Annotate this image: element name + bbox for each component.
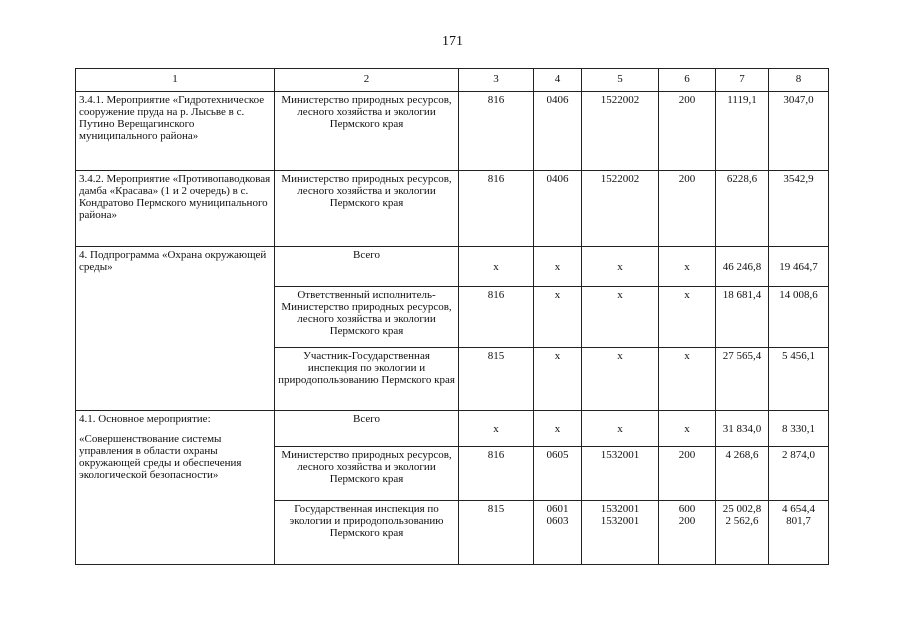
table-cell: 3047,0 bbox=[769, 92, 829, 171]
table-cell: 815 bbox=[459, 348, 534, 411]
table-cell: 18 681,4 bbox=[716, 287, 769, 348]
table-cell: 8 330,1 bbox=[769, 411, 829, 447]
cell-line: 0601 bbox=[546, 503, 569, 515]
cell-line: 200 bbox=[678, 515, 696, 527]
cell-line: 4 654,4 bbox=[782, 503, 815, 515]
column-header: 3 bbox=[459, 69, 534, 92]
table-cell: 816 bbox=[459, 92, 534, 171]
table-cell: 1119,1 bbox=[716, 92, 769, 171]
header-row bbox=[76, 69, 829, 92]
table-cell: x bbox=[459, 247, 534, 287]
organization-cell: Ответственный исполнитель-Министерство природных ресурсов, лесного хозяйства и экологии Пермского края bbox=[275, 287, 459, 348]
column-header: 4 bbox=[534, 69, 582, 92]
organization-cell: Министерство природных ресурсов, лесного хозяйства и экологии Пермского края bbox=[275, 92, 459, 171]
table-cell bbox=[582, 501, 659, 565]
table-cell: x bbox=[534, 348, 582, 411]
table-cell: x bbox=[659, 411, 716, 447]
table-cell: 31 834,0 bbox=[716, 411, 769, 447]
table-cell: 14 008,6 bbox=[769, 287, 829, 348]
budget-table bbox=[75, 68, 829, 565]
table-row bbox=[76, 411, 829, 447]
table-cell: 816 bbox=[459, 447, 534, 501]
table-row bbox=[76, 247, 829, 287]
table-cell: x bbox=[582, 411, 659, 447]
table-cell bbox=[716, 501, 769, 565]
table-cell: 200 bbox=[659, 171, 716, 247]
organization-cell: Всего bbox=[275, 411, 459, 447]
organization-cell: Министерство природных ресурсов, лесного хозяйства и экологии Пермского края bbox=[275, 447, 459, 501]
table-row bbox=[76, 171, 829, 247]
table-cell: x bbox=[659, 287, 716, 348]
activity-name-cell: 3.4.1. Мероприятие «Гидротехническое сооружение пруда на р. Лысьве в с. Путино Верещагинского муниципального района» bbox=[76, 92, 275, 171]
table-cell: 3542,9 bbox=[769, 171, 829, 247]
table-cell: x bbox=[534, 287, 582, 348]
table-cell: x bbox=[534, 247, 582, 287]
table-cell: x bbox=[459, 411, 534, 447]
table-row bbox=[76, 92, 829, 171]
table-cell: 0406 bbox=[534, 171, 582, 247]
cell-line: 25 002,8 bbox=[722, 503, 762, 515]
table-cell bbox=[534, 501, 582, 565]
table-cell: 200 bbox=[659, 92, 716, 171]
spacer bbox=[79, 425, 271, 433]
organization-cell: Всего bbox=[275, 247, 459, 287]
subprogram-name-cell: 4. Подпрограмма «Охрана окружающей среды» bbox=[76, 247, 275, 411]
main-activity-description: «Совершенствование системы управления в области охраны окружающей среды и обеспечения экологической безопасности» bbox=[79, 433, 242, 481]
cell-line: 801,7 bbox=[786, 515, 811, 527]
table-cell: x bbox=[659, 348, 716, 411]
table-cell: 0605 bbox=[534, 447, 582, 501]
cell-line: 1532001 bbox=[600, 503, 640, 515]
table-cell: 816 bbox=[459, 171, 534, 247]
table-cell: 1522002 bbox=[582, 171, 659, 247]
column-header: 5 bbox=[582, 69, 659, 92]
cell-line: 600 bbox=[678, 503, 696, 515]
column-header: 6 bbox=[659, 69, 716, 92]
table-cell: 200 bbox=[659, 447, 716, 501]
table-cell: 46 246,8 bbox=[716, 247, 769, 287]
table-cell: 815 bbox=[459, 501, 534, 565]
table-cell: 0406 bbox=[534, 92, 582, 171]
activity-name-cell: 3.4.2. Мероприятие «Противопаводковая дамба «Красава» (1 и 2 очередь) в с. Кондратово Пермского муниципального района» bbox=[76, 171, 275, 247]
table-cell: x bbox=[534, 411, 582, 447]
table-cell: 5 456,1 bbox=[769, 348, 829, 411]
table-cell: x bbox=[582, 348, 659, 411]
column-header: 7 bbox=[716, 69, 769, 92]
column-header: 2 bbox=[275, 69, 459, 92]
table-cell: 6228,6 bbox=[716, 171, 769, 247]
page-number: 171 bbox=[442, 34, 463, 49]
table-cell bbox=[659, 501, 716, 565]
table-cell: 4 268,6 bbox=[716, 447, 769, 501]
table-cell: x bbox=[659, 247, 716, 287]
table-cell: 27 565,4 bbox=[716, 348, 769, 411]
main-activity-title: 4.1. Основное мероприятие: bbox=[79, 413, 211, 425]
column-header: 1 bbox=[76, 69, 275, 92]
organization-cell: Министерство природных ресурсов, лесного хозяйства и экологии Пермского края bbox=[275, 171, 459, 247]
table-cell: 1532001 bbox=[582, 447, 659, 501]
table-cell: 19 464,7 bbox=[769, 247, 829, 287]
table-cell: x bbox=[582, 287, 659, 348]
table-cell: 2 874,0 bbox=[769, 447, 829, 501]
main-activity-name-cell bbox=[76, 411, 275, 565]
table-cell: x bbox=[582, 247, 659, 287]
organization-cell: Государственная инспекция по экологии и природопользованию Пермского края bbox=[275, 501, 459, 565]
column-header: 8 bbox=[769, 69, 829, 92]
organization-cell: Участник-Государственная инспекция по экологии и природопользованию Пермского края bbox=[275, 348, 459, 411]
cell-line: 2 562,6 bbox=[725, 515, 759, 527]
table-cell: 1522002 bbox=[582, 92, 659, 171]
table-cell bbox=[769, 501, 829, 565]
cell-line: 0603 bbox=[546, 515, 569, 527]
cell-line: 1532001 bbox=[600, 515, 640, 527]
table-cell: 816 bbox=[459, 287, 534, 348]
